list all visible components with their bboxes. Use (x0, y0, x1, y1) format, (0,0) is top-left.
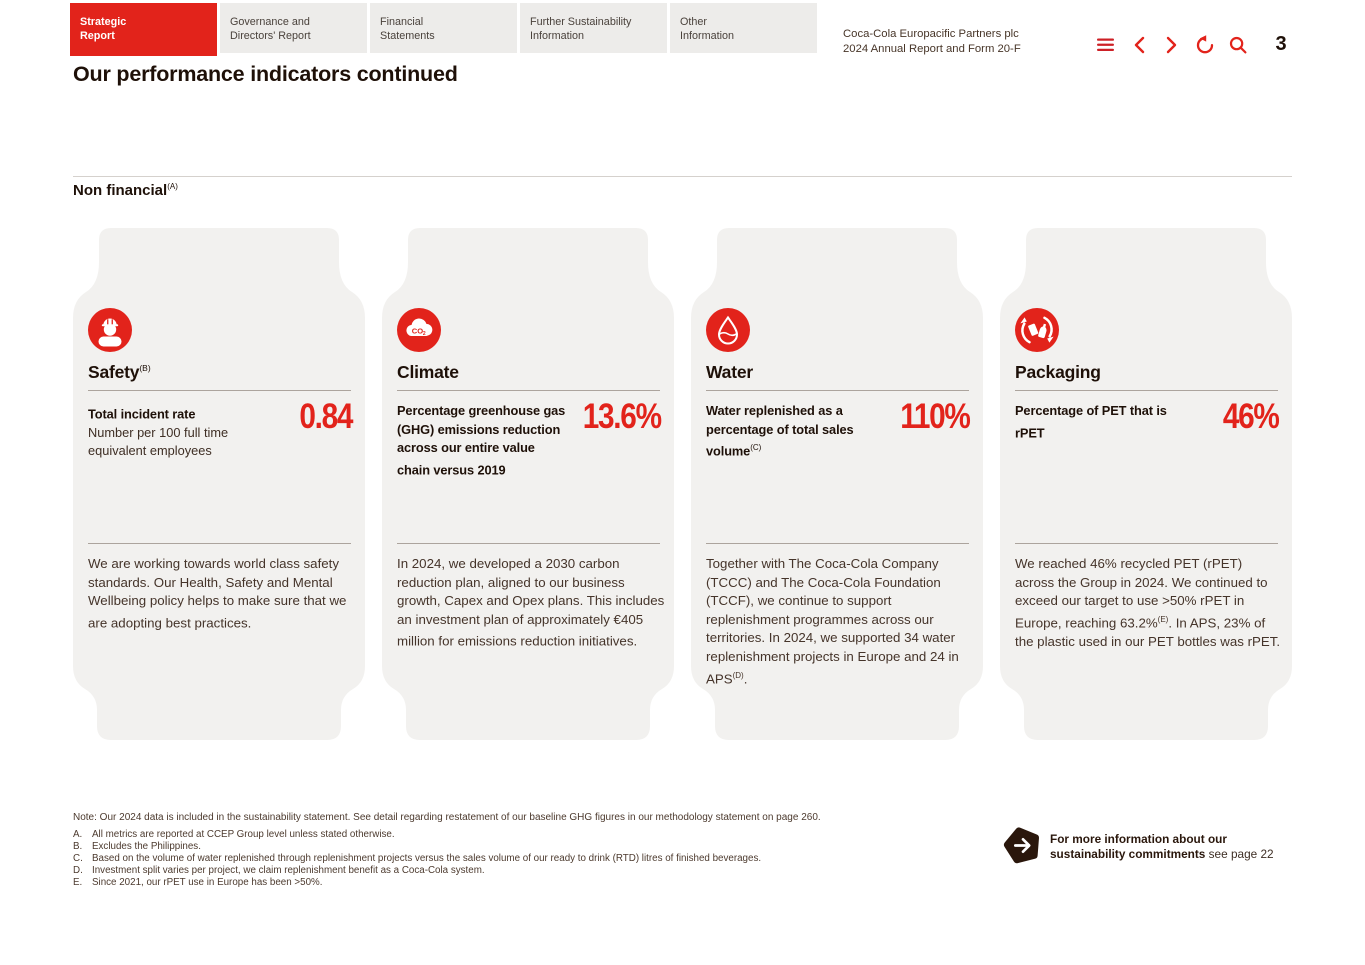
card-description (88, 555, 356, 633)
tab-label: Information (680, 30, 735, 42)
tab-financial-statements[interactable] (370, 3, 517, 53)
recycle-packaging-icon (1015, 308, 1059, 352)
chevron-right-icon[interactable] (1162, 35, 1182, 55)
kpi-card-climate (382, 228, 674, 740)
footnote-list (73, 829, 883, 889)
metric-label (1015, 402, 1187, 442)
footnote-letter: E. (73, 877, 83, 889)
divider (1015, 543, 1278, 544)
tab-label: Financial (380, 16, 424, 28)
more-info-text (1050, 832, 1288, 865)
card-title-ref: (B) (139, 363, 151, 374)
metric-label (88, 402, 260, 461)
company-name: Coca-Cola Europacific Partners plc (843, 28, 1019, 40)
footnote-item (73, 877, 883, 889)
card-title (397, 362, 459, 383)
card-title-text: Safety (88, 362, 140, 382)
metric-label-ref: (C) (750, 443, 762, 452)
metric-label (397, 402, 569, 479)
page-title-suffix: continued (350, 62, 458, 86)
kpi-cards (73, 228, 1292, 740)
metric-value: 46% (1223, 397, 1279, 436)
tab-label: Statements (380, 30, 435, 42)
water-drop-icon (706, 308, 750, 352)
card-title (88, 362, 151, 383)
tab-further-sustainability-information[interactable] (520, 3, 667, 53)
footnote-text: Based on the volume of water replenished through replenishment projects versus the sales volume of our ready to drink (RTD) litres of finished beverages. (92, 853, 762, 865)
metric-label-strong: Total incident rate (88, 406, 196, 422)
section-divider (73, 176, 1292, 177)
arrow-right-badge-icon (1003, 826, 1042, 865)
metric-value: 0.84 (299, 397, 352, 436)
metric-label-strong: Percentage of PET that is rPET (1015, 403, 1167, 440)
footnote-letter: A. (73, 829, 83, 840)
report-identity (843, 27, 1021, 57)
divider (706, 390, 969, 391)
metric-label-strong: Water replenished as a percentage of total sales volume (706, 403, 854, 459)
metric-label-strong: Percentage greenhouse gas (GHG) emissions reduction across our entire value chain versus 2019 (397, 403, 566, 477)
card-description-text: We reached 46% recycled PET (rPET) across the Group in 2024. We continued to exceed our target to use >50% rPET in Europe, reaching 63.2% (1015, 556, 1268, 631)
svg-text:2: 2 (422, 331, 426, 337)
footnote-letter: D. (73, 865, 83, 877)
tab-label: Information (530, 30, 585, 42)
tab-label: Strategic (80, 16, 127, 28)
card-description-ref: (E) (1157, 614, 1169, 624)
divider (706, 543, 969, 544)
metric-label (706, 402, 878, 461)
card-description-text: Together with The Coca-Cola Company (TCCC) and The Coca-Cola Foundation (TCCF), we continue to support replenishment programmes across our territories. In 2024, we supported 34 water replenishment projects in Europe and 24 in APS (706, 556, 959, 686)
kpi-card-safety (73, 228, 365, 740)
footnote-text: Investment split varies per project, we claim replenishment benefit as a Coca-Cola system. (92, 865, 485, 877)
chevron-left-icon[interactable] (1129, 35, 1149, 55)
more-info-strong-text: For more information about our sustainability commitments (1050, 832, 1227, 861)
page-title (73, 62, 458, 87)
card-title-text: Water (706, 362, 753, 382)
footnote-item (73, 853, 883, 865)
footnote-item (73, 841, 883, 853)
card-description-ref: (D) (732, 670, 744, 680)
footnote-item (73, 829, 883, 841)
tab-label: Further Sustainability (530, 16, 632, 28)
more-info-link[interactable] (1003, 826, 1288, 865)
svg-text:CO: CO (411, 326, 424, 336)
section-heading-text: Non financial (73, 182, 168, 199)
footnote-text: Excludes the Philippines. (92, 841, 201, 853)
card-description (397, 555, 665, 651)
card-description-tail: . In APS, 23% of the plastic used in our PET bottles was rPET. (1015, 615, 1281, 649)
kpi-card-packaging (1000, 228, 1292, 740)
card-description (1015, 555, 1283, 651)
co2-cloud-icon (397, 308, 441, 352)
card-title-text: Climate (397, 362, 459, 382)
tab-label: Directors' Report (230, 30, 311, 42)
data-note: Note: Our 2024 data is included in the sustainability statement. See detail regarding restatement of our baseline GHG figures in our methodology statement on page 260. (73, 812, 821, 823)
metric-label-normal: Number per 100 full time equivalent employees (88, 424, 229, 459)
viewer-toolbar (1096, 35, 1248, 55)
metric-value: 13.6% (583, 397, 661, 436)
card-description-text: In 2024, we developed a 2030 carbon reduction plan, aligned to our business growth, Capex and Opex plans. This includes an investment plan of approximately €405 million for emissions reduction initiatives. (397, 556, 665, 649)
footnote-text: All metrics are reported at CCEP Group level unless stated otherwise. (92, 829, 395, 840)
card-title (706, 362, 753, 383)
card-description-text: We are working towards world class safety standards. Our Health, Safety and Mental Wellbeing policy helps to make sure that we are adopting best practices. (88, 556, 347, 631)
page-title-main: Our performance indicators (73, 62, 351, 86)
footnote-text: Since 2021, our rPET use in Europe has been >50%. (92, 877, 323, 889)
page-number: 3 (1275, 33, 1287, 55)
section-tab-bar (70, 3, 817, 56)
more-info-page-ref: see page 22 (1205, 846, 1274, 861)
section-footnote-ref: (A) (167, 182, 178, 191)
footnote-item (73, 865, 883, 877)
metric-value: 110% (900, 397, 970, 436)
tab-label: Governance and (230, 16, 310, 28)
card-description (706, 555, 974, 689)
divider (88, 543, 351, 544)
kpi-card-water (691, 228, 983, 740)
tab-label: Report (80, 30, 115, 42)
undo-icon[interactable] (1195, 35, 1215, 55)
section-heading (73, 182, 178, 199)
card-title-text: Packaging (1015, 362, 1101, 382)
safety-worker-icon (88, 308, 132, 352)
report-name: 2024 Annual Report and Form 20-F (843, 43, 1021, 55)
menu-icon[interactable] (1096, 35, 1116, 55)
divider (397, 390, 660, 391)
card-description-tail: . (743, 670, 748, 686)
tab-other-information[interactable] (670, 3, 817, 53)
divider (88, 390, 351, 391)
search-icon[interactable] (1228, 35, 1248, 55)
footnote-letter: B. (73, 841, 83, 853)
tab-governance-directors-report[interactable] (220, 3, 367, 53)
card-title (1015, 362, 1101, 383)
tab-label: Other (680, 16, 708, 28)
tab-strategic-report[interactable] (70, 3, 217, 56)
divider (1015, 390, 1278, 391)
footnote-letter: C. (73, 853, 83, 865)
divider (397, 543, 660, 544)
